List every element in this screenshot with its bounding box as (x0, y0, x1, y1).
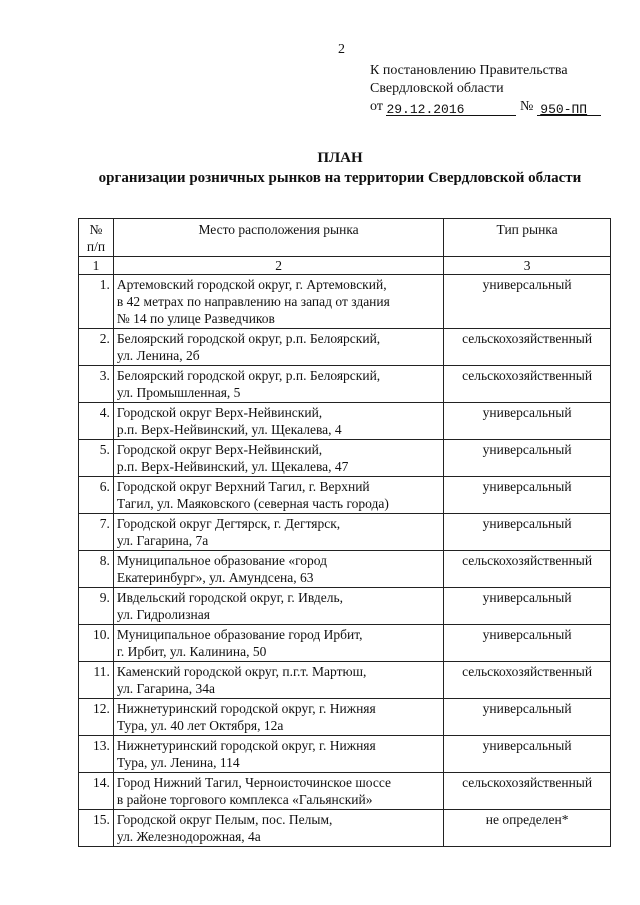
table-row (79, 810, 611, 847)
location-line: р.п. Верх-Нейвинский, ул. Щекалева, 47 (116, 459, 349, 474)
markets-table (78, 218, 611, 847)
location-line: Муниципальное образование город Ирбит, (116, 627, 363, 642)
location-line: Городской округ Верх-Нейвинский, (116, 442, 323, 457)
page-number: 2 (338, 42, 345, 57)
location-line: № 14 по улице Разведчиков (116, 311, 275, 326)
date-prefix: от (370, 99, 383, 114)
location-line: Нижнетуринский городской округ, г. Нижняя (116, 738, 376, 753)
location-line: Нижнетуринский городской округ, г. Нижняя (116, 701, 376, 716)
location-line: ул. Гагарина, 7а (116, 533, 209, 548)
row-number: 4. (79, 403, 114, 440)
market-type: универсальный (444, 625, 611, 662)
location-line: Тура, ул. 40 лет Октября, 12а (116, 718, 284, 733)
row-number: 15. (79, 810, 114, 847)
location-line: Белоярский городской округ, р.п. Белоярский, (116, 368, 381, 383)
market-type: сельскохозяйственный (444, 662, 611, 699)
table-row (79, 736, 611, 773)
column-index-row (79, 257, 611, 275)
column-index: 3 (444, 257, 611, 275)
market-location (113, 366, 443, 403)
location-line: ул. Железнодорожная, 4а (116, 829, 261, 844)
location-line: Ивдельский городской округ, г. Ивдель, (116, 590, 344, 605)
market-type: универсальный (444, 588, 611, 625)
row-number: 1. (79, 275, 114, 329)
market-location (113, 514, 443, 551)
table-row (79, 403, 611, 440)
market-location (113, 440, 443, 477)
table-row (79, 275, 611, 329)
reference-line-1: К постановлению Правительства (370, 63, 568, 78)
row-number: 8. (79, 551, 114, 588)
market-type: универсальный (444, 477, 611, 514)
row-number: 12. (79, 699, 114, 736)
market-location (113, 662, 443, 699)
market-type: сельскохозяйственный (444, 551, 611, 588)
table-body (79, 275, 611, 847)
row-number: 9. (79, 588, 114, 625)
reference-line-2: Свердловской области (370, 81, 504, 96)
market-location (113, 625, 443, 662)
location-line: в районе торгового комплекса «Гальянский» (116, 792, 373, 807)
market-type: универсальный (444, 514, 611, 551)
header-type: Тип рынка (444, 219, 611, 257)
market-type: универсальный (444, 699, 611, 736)
location-line: Артемовский городской округ, г. Артемовский, (116, 277, 387, 292)
row-number: 13. (79, 736, 114, 773)
location-line: Тура, ул. Ленина, 114 (116, 755, 240, 770)
market-location (113, 329, 443, 366)
table-row (79, 440, 611, 477)
location-line: Белоярский городской округ, р.п. Белоярский, (116, 331, 381, 346)
location-line: г. Ирбит, ул. Калинина, 50 (116, 644, 267, 659)
market-location (113, 736, 443, 773)
location-line: ул. Промышленная, 5 (116, 385, 241, 400)
table-row (79, 366, 611, 403)
document-date: 29.12.2016 (386, 102, 465, 117)
location-line: Городской округ Дегтярск, г. Дегтярск, (116, 516, 341, 531)
table-row (79, 662, 611, 699)
number-field (537, 101, 601, 116)
table-row (79, 477, 611, 514)
row-number: 7. (79, 514, 114, 551)
market-type: универсальный (444, 403, 611, 440)
location-line: Каменский городской округ, п.г.т. Мартюш, (116, 664, 367, 679)
market-type: сельскохозяйственный (444, 773, 611, 810)
table-row (79, 329, 611, 366)
table-row (79, 588, 611, 625)
number-prefix: № (519, 99, 534, 114)
row-number: 3. (79, 366, 114, 403)
market-type: универсальный (444, 736, 611, 773)
table-row (79, 773, 611, 810)
header-number (79, 219, 114, 257)
market-type: универсальный (444, 440, 611, 477)
location-line: Тагил, ул. Маяковского (северная часть города) (116, 496, 389, 511)
header-place: Место расположения рынка (113, 219, 443, 257)
market-location (113, 477, 443, 514)
table-row (79, 551, 611, 588)
row-number: 11. (79, 662, 114, 699)
market-location (113, 773, 443, 810)
location-line: Город Нижний Тагил, Черноисточинское шоссе (116, 775, 391, 790)
header-number-line-1: № (89, 222, 103, 237)
location-line: Муниципальное образование «город (116, 553, 328, 568)
table-row (79, 514, 611, 551)
reference-date-line (370, 98, 601, 116)
page-subtitle: организации розничных рынков на территории Свердловской области (98, 170, 582, 186)
date-field (386, 101, 516, 116)
row-number: 5. (79, 440, 114, 477)
row-number: 14. (79, 773, 114, 810)
page-title: ПЛАН (317, 150, 363, 166)
table-header-row (79, 219, 611, 257)
market-type: сельскохозяйственный (444, 366, 611, 403)
row-number: 6. (79, 477, 114, 514)
market-location (113, 699, 443, 736)
document-number: 950-ПП (540, 102, 588, 117)
location-line: ул. Ленина, 2б (116, 348, 200, 363)
location-line: Городской округ Пелым, пос. Пелым, (116, 812, 333, 827)
row-number: 10. (79, 625, 114, 662)
column-index: 2 (113, 257, 443, 275)
location-line: ул. Гидролизная (116, 607, 210, 622)
market-type: универсальный (444, 275, 611, 329)
document-reference (370, 62, 601, 116)
location-line: Екатеринбург», ул. Амундсена, 63 (116, 570, 314, 585)
header-number-line-2: п/п (86, 239, 106, 254)
column-index: 1 (79, 257, 114, 275)
market-location (113, 588, 443, 625)
market-type: сельскохозяйственный (444, 329, 611, 366)
location-line: Городской округ Верхний Тагил, г. Верхний (116, 479, 370, 494)
location-line: в 42 метрах по направлению на запад от здания (116, 294, 390, 309)
row-number: 2. (79, 329, 114, 366)
location-line: ул. Гагарина, 34а (116, 681, 215, 696)
market-location (113, 551, 443, 588)
location-line: Городской округ Верх-Нейвинский, (116, 405, 323, 420)
market-location (113, 275, 443, 329)
market-location (113, 810, 443, 847)
market-location (113, 403, 443, 440)
table-row (79, 699, 611, 736)
table-row (79, 625, 611, 662)
location-line: р.п. Верх-Нейвинский, ул. Щекалева, 4 (116, 422, 342, 437)
market-type: не определен* (444, 810, 611, 847)
